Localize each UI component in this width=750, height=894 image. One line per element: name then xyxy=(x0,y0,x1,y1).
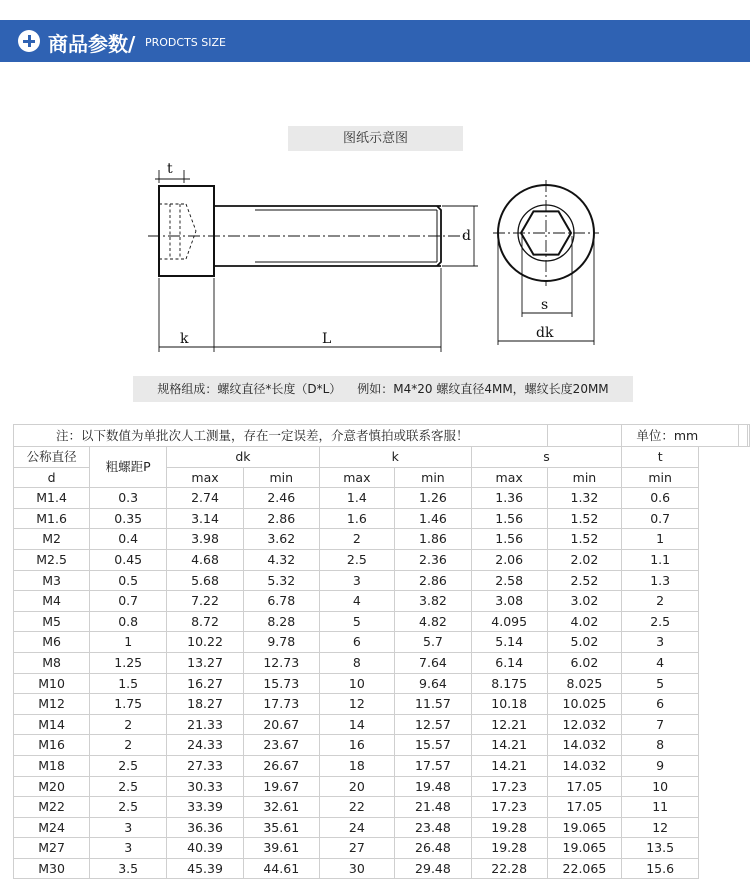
spec-formula: 规格组成：螺纹直径*长度（D*L） xyxy=(157,382,342,396)
table-cell: 1.26 xyxy=(395,488,472,509)
table-cell: 0.35 xyxy=(90,508,167,529)
table-cell: 26.67 xyxy=(243,755,319,776)
table-cell: 5.14 xyxy=(471,632,547,653)
table-cell: 1.32 xyxy=(547,488,622,509)
table-cell: 0.3 xyxy=(90,488,167,509)
header-k: k xyxy=(319,447,471,468)
table-cell: 2.5 xyxy=(90,797,167,818)
table-cell: 10.025 xyxy=(547,694,622,715)
table-cell: 15.6 xyxy=(622,858,699,879)
table-cell: 40.39 xyxy=(167,838,244,859)
table-cell: 10.18 xyxy=(471,694,547,715)
spec-formula-bar xyxy=(133,376,633,402)
screw-diagram xyxy=(140,155,610,360)
table-cell: 1.1 xyxy=(622,549,699,570)
table-cell: 0.8 xyxy=(90,611,167,632)
table-cell: M1.6 xyxy=(14,508,90,529)
table-cell: 0.6 xyxy=(622,488,699,509)
table-cell: 15.57 xyxy=(395,735,472,756)
table-cell: 17.23 xyxy=(471,776,547,797)
table-cell: 39.61 xyxy=(243,838,319,859)
dim-label-d: d xyxy=(462,228,471,244)
table-cell: 20 xyxy=(319,776,394,797)
table-row xyxy=(14,591,750,612)
table-cell: 5.7 xyxy=(395,632,472,653)
table-row xyxy=(14,817,750,838)
table-cell: 11.57 xyxy=(395,694,472,715)
table-row xyxy=(14,673,750,694)
table-cell: 0.5 xyxy=(90,570,167,591)
table-cell: 23.48 xyxy=(395,817,472,838)
table-cell: M1.4 xyxy=(14,488,90,509)
table-cell: 14.21 xyxy=(471,735,547,756)
table-cell: 14.21 xyxy=(471,755,547,776)
table-cell: M16 xyxy=(14,735,90,756)
header-d-bottom: d xyxy=(14,467,90,488)
table-cell: 5.02 xyxy=(547,632,622,653)
size-table xyxy=(13,424,750,879)
table-cell: 2.52 xyxy=(547,570,622,591)
table-cell: 3 xyxy=(90,838,167,859)
header-d-top: 公称直径 xyxy=(14,447,90,468)
table-cell: 3 xyxy=(319,570,394,591)
table-cell: 19.67 xyxy=(243,776,319,797)
table-cell: 17.05 xyxy=(547,776,622,797)
table-note: 注：以下数值为单批次人工测量，存在一定误差，介意者慎拍或联系客服！ xyxy=(14,425,548,447)
table-cell: 17.73 xyxy=(243,694,319,715)
table-cell: 2.5 xyxy=(90,755,167,776)
table-cell: 14.032 xyxy=(547,735,622,756)
table-cell: M8 xyxy=(14,652,90,673)
table-cell: 1.36 xyxy=(471,488,547,509)
unit-label: 单位：mm xyxy=(622,425,739,447)
table-cell: M30 xyxy=(14,858,90,879)
table-cell: M20 xyxy=(14,776,90,797)
diagram-caption: 图纸示意图 xyxy=(288,126,463,151)
table-cell: 8.72 xyxy=(167,611,244,632)
table-cell: 21.33 xyxy=(167,714,244,735)
table-cell: 12.21 xyxy=(471,714,547,735)
table-row xyxy=(14,735,750,756)
table-cell: 5 xyxy=(319,611,394,632)
table-cell: 3.82 xyxy=(395,591,472,612)
table-cell: 2 xyxy=(90,714,167,735)
table-row xyxy=(14,570,750,591)
table-cell: 10 xyxy=(319,673,394,694)
table-cell: 8.28 xyxy=(243,611,319,632)
table-cell: 23.67 xyxy=(243,735,319,756)
table-cell: 4.68 xyxy=(167,549,244,570)
table-cell: 2 xyxy=(90,735,167,756)
table-cell: 17.57 xyxy=(395,755,472,776)
table-cell: 2.46 xyxy=(243,488,319,509)
table-cell: 8 xyxy=(622,735,699,756)
table-cell: 21.48 xyxy=(395,797,472,818)
table-cell: 1.56 xyxy=(471,508,547,529)
table-cell: 1.46 xyxy=(395,508,472,529)
screw-head xyxy=(159,186,214,276)
table-cell: M5 xyxy=(14,611,90,632)
table-cell: 1 xyxy=(90,632,167,653)
table-cell: 2 xyxy=(319,529,394,550)
table-cell: M2 xyxy=(14,529,90,550)
table-cell: M24 xyxy=(14,817,90,838)
table-cell: 35.61 xyxy=(243,817,319,838)
table-cell: 2.58 xyxy=(471,570,547,591)
table-cell: 14.032 xyxy=(547,755,622,776)
spec-example: 例如：M4*20 螺纹直径4MM，螺纹长度20MM xyxy=(357,382,609,396)
table-cell: 1.25 xyxy=(90,652,167,673)
table-cell: 19.48 xyxy=(395,776,472,797)
table-cell: 0.7 xyxy=(90,591,167,612)
table-row xyxy=(14,549,750,570)
header-dk-max: max xyxy=(167,467,244,488)
table-cell: 13.27 xyxy=(167,652,244,673)
table-cell: 6 xyxy=(622,694,699,715)
table-cell: 9.64 xyxy=(395,673,472,694)
table-cell: 3.62 xyxy=(243,529,319,550)
table-cell: 1.4 xyxy=(319,488,394,509)
table-cell: 27 xyxy=(319,838,394,859)
table-cell: 16.27 xyxy=(167,673,244,694)
table-row xyxy=(14,694,750,715)
table-cell: 1 xyxy=(622,529,699,550)
table-cell: 2.5 xyxy=(319,549,394,570)
table-cell: 14 xyxy=(319,714,394,735)
table-cell: 33.39 xyxy=(167,797,244,818)
table-cell: 20.67 xyxy=(243,714,319,735)
table-cell: 6.78 xyxy=(243,591,319,612)
table-cell: M3 xyxy=(14,570,90,591)
table-row xyxy=(14,714,750,735)
table-cell: 29.48 xyxy=(395,858,472,879)
table-cell: 3 xyxy=(622,632,699,653)
table-cell: 3.14 xyxy=(167,508,244,529)
table-cell: 2.86 xyxy=(395,570,472,591)
table-row xyxy=(14,529,750,550)
header-k-min: min xyxy=(395,467,472,488)
table-cell: 3.02 xyxy=(547,591,622,612)
table-cell: 4.32 xyxy=(243,549,319,570)
table-cell: 5 xyxy=(622,673,699,694)
table-cell: 7 xyxy=(622,714,699,735)
table-cell: 1.75 xyxy=(90,694,167,715)
table-cell: 32.61 xyxy=(243,797,319,818)
table-cell: M10 xyxy=(14,673,90,694)
dim-label-L: L xyxy=(322,331,332,347)
note-row xyxy=(14,425,750,447)
table-row xyxy=(14,858,750,879)
table-cell: 1.52 xyxy=(547,508,622,529)
plus-circle-icon xyxy=(18,30,40,52)
table-cell: 19.065 xyxy=(547,817,622,838)
table-cell: 2 xyxy=(622,591,699,612)
table-cell: 22.065 xyxy=(547,858,622,879)
table-cell: 22 xyxy=(319,797,394,818)
section-header xyxy=(0,20,750,62)
table-cell: 18.27 xyxy=(167,694,244,715)
table-cell: 1.56 xyxy=(471,529,547,550)
table-row xyxy=(14,755,750,776)
table-cell: M18 xyxy=(14,755,90,776)
table-cell: 5.32 xyxy=(243,570,319,591)
table-cell: 2.5 xyxy=(622,611,699,632)
table-row xyxy=(14,611,750,632)
table-cell: 12.57 xyxy=(395,714,472,735)
table-cell: 4.02 xyxy=(547,611,622,632)
table-cell: M6 xyxy=(14,632,90,653)
table-row xyxy=(14,508,750,529)
table-cell: 1.86 xyxy=(395,529,472,550)
table-cell: 10.22 xyxy=(167,632,244,653)
table-cell: 2.5 xyxy=(90,776,167,797)
table-cell: 12 xyxy=(622,817,699,838)
table-cell: 12.73 xyxy=(243,652,319,673)
table-cell: 7.22 xyxy=(167,591,244,612)
table-cell: 15.73 xyxy=(243,673,319,694)
table-cell: 4.82 xyxy=(395,611,472,632)
table-cell: M27 xyxy=(14,838,90,859)
table-cell: M2.5 xyxy=(14,549,90,570)
header-t-top: t xyxy=(622,447,699,468)
table-cell: 4.095 xyxy=(471,611,547,632)
table-cell: 6.14 xyxy=(471,652,547,673)
table-cell: 3.08 xyxy=(471,591,547,612)
table-cell: 3.98 xyxy=(167,529,244,550)
table-cell: 4 xyxy=(319,591,394,612)
table-cell: M4 xyxy=(14,591,90,612)
table-cell: 1.52 xyxy=(547,529,622,550)
table-cell: 12 xyxy=(319,694,394,715)
table-cell: 2.86 xyxy=(243,508,319,529)
header-k-max: max xyxy=(319,467,394,488)
table-cell: 11 xyxy=(622,797,699,818)
header-dk: dk xyxy=(167,447,319,468)
header-row-1 xyxy=(14,447,750,468)
table-cell: 16 xyxy=(319,735,394,756)
header-s: s xyxy=(471,447,622,468)
table-cell: 0.4 xyxy=(90,529,167,550)
table-cell: 0.45 xyxy=(90,549,167,570)
table-cell: 19.28 xyxy=(471,838,547,859)
table-cell: 5.68 xyxy=(167,570,244,591)
table-edge-line xyxy=(747,424,748,446)
table-cell: 18 xyxy=(319,755,394,776)
table-cell: M22 xyxy=(14,797,90,818)
table-row xyxy=(14,838,750,859)
table-cell: 8.175 xyxy=(471,673,547,694)
table-cell: 24 xyxy=(319,817,394,838)
table-cell: 3.5 xyxy=(90,858,167,879)
table-cell: 27.33 xyxy=(167,755,244,776)
table-cell: 2.02 xyxy=(547,549,622,570)
table-cell: 30.33 xyxy=(167,776,244,797)
table-cell: 8 xyxy=(319,652,394,673)
table-cell: 30 xyxy=(319,858,394,879)
table-row xyxy=(14,632,750,653)
table-cell: 9 xyxy=(622,755,699,776)
table-cell: 1.3 xyxy=(622,570,699,591)
header-dk-min: min xyxy=(243,467,319,488)
table-cell: 2.06 xyxy=(471,549,547,570)
table-cell: 45.39 xyxy=(167,858,244,879)
header-s-max: max xyxy=(471,467,547,488)
table-cell: 6 xyxy=(319,632,394,653)
table-cell: 8.025 xyxy=(547,673,622,694)
table-cell: 0.7 xyxy=(622,508,699,529)
table-cell: 44.61 xyxy=(243,858,319,879)
dim-label-dk: dk xyxy=(536,325,554,341)
table-cell: M14 xyxy=(14,714,90,735)
table-cell: 19.065 xyxy=(547,838,622,859)
table-cell: 13.5 xyxy=(622,838,699,859)
table-cell: 2.36 xyxy=(395,549,472,570)
table-cell: 24.33 xyxy=(167,735,244,756)
header-s-min: min xyxy=(547,467,622,488)
table-cell: 12.032 xyxy=(547,714,622,735)
table-row xyxy=(14,652,750,673)
dim-label-k: k xyxy=(180,331,189,347)
table-cell: 36.36 xyxy=(167,817,244,838)
table-row xyxy=(14,488,750,509)
header-title-cn: 商品参数/ xyxy=(48,32,136,56)
table-row xyxy=(14,797,750,818)
table-cell: 9.78 xyxy=(243,632,319,653)
header-title-en: PRODCTS SIZE xyxy=(145,36,226,49)
table-cell: 6.02 xyxy=(547,652,622,673)
dim-label-t: t xyxy=(167,161,173,177)
table-cell: 4 xyxy=(622,652,699,673)
table-cell: 7.64 xyxy=(395,652,472,673)
table-cell: 17.05 xyxy=(547,797,622,818)
header-pitch: 粗螺距P xyxy=(90,447,167,488)
table-cell: 22.28 xyxy=(471,858,547,879)
table-cell: 26.48 xyxy=(395,838,472,859)
table-cell: 1.6 xyxy=(319,508,394,529)
table-cell: 1.5 xyxy=(90,673,167,694)
table-cell: 3 xyxy=(90,817,167,838)
table-row xyxy=(14,776,750,797)
table-cell: 10 xyxy=(622,776,699,797)
screw-end-view xyxy=(493,180,599,286)
dim-label-s: s xyxy=(541,297,549,313)
table-cell: 19.28 xyxy=(471,817,547,838)
header-t-bottom: min xyxy=(622,467,699,488)
table-cell: 2.74 xyxy=(167,488,244,509)
table-cell: M12 xyxy=(14,694,90,715)
table-cell: 17.23 xyxy=(471,797,547,818)
